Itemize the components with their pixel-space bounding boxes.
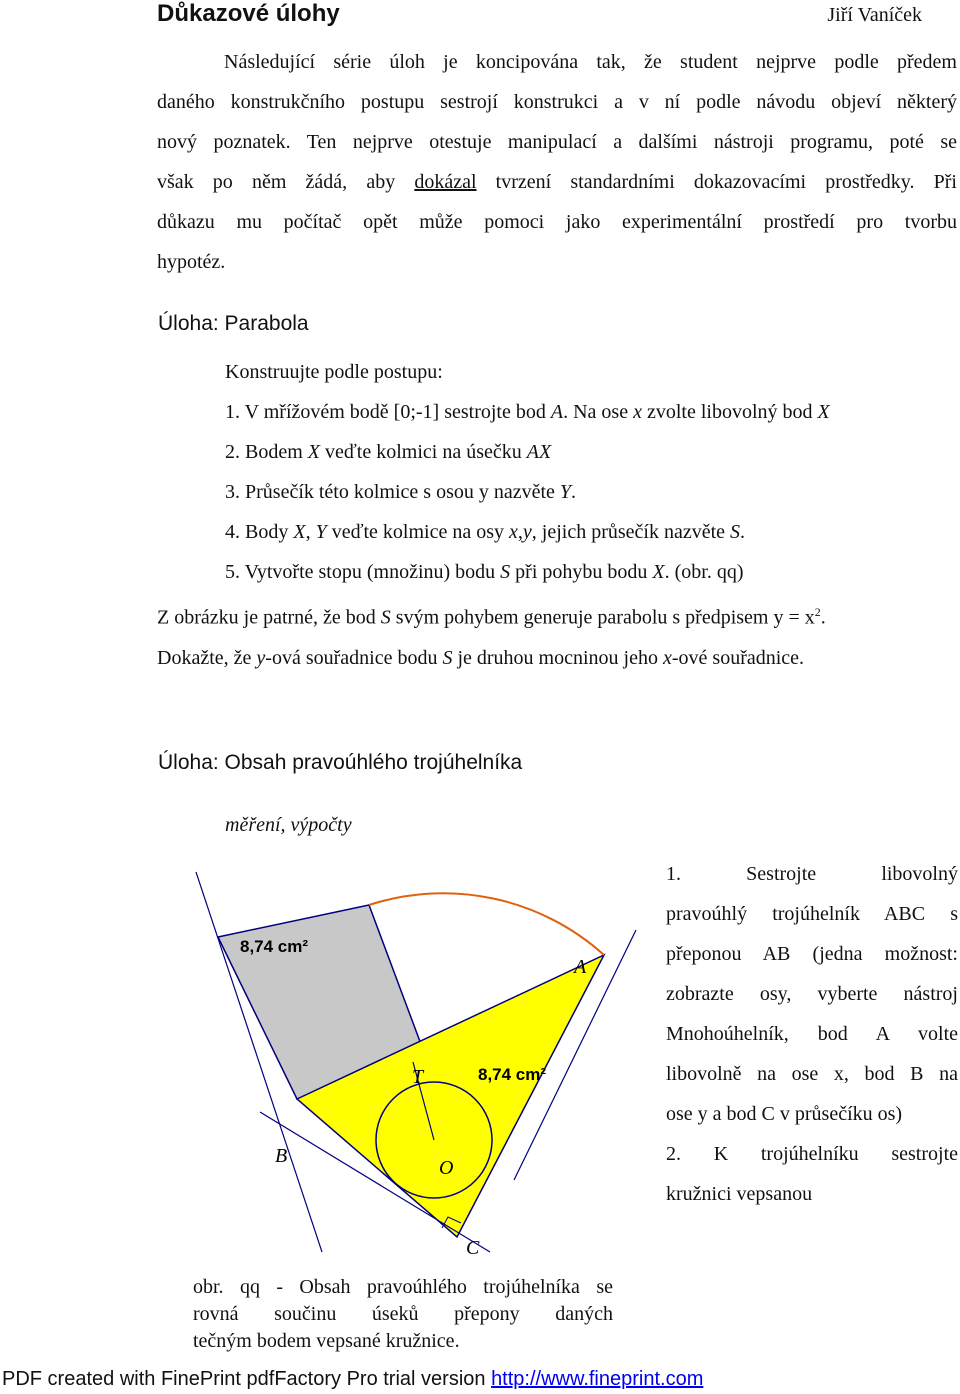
proved-link-word: dokázal <box>414 171 477 193</box>
point-label-a: A <box>574 956 587 978</box>
instruction-line: přeponou AB (jedna možnost: <box>666 943 958 965</box>
area-label-rectangle: 8,74 cm² <box>240 937 309 956</box>
instruction-line: kružnici vepsanou <box>666 1183 813 1205</box>
construct-label: Konstruujte podle postupu: <box>225 361 443 383</box>
intro-line: nový poznatek. Ten nejprve otestuje manipulací a dalšími nástroji programu, poté se <box>157 131 957 153</box>
point-label-c: C <box>466 1237 480 1259</box>
construction-steps <box>225 392 830 592</box>
instruction-line: ose y a bod C v průsečíku os) <box>666 1103 903 1125</box>
task-heading-parabola: Úloha: Parabola <box>158 312 309 335</box>
conclusion-line: Dokažte, že y-ová souřadnice bodu S je druhou mocninou jeho x-ové souřadnice. <box>157 646 805 669</box>
document-author: Jiří Vaníček <box>827 4 922 26</box>
footer-link[interactable]: http://www.fineprint.com <box>491 1368 704 1390</box>
instruction-line: pravoúhlý trojúhelník ABC s <box>666 903 958 925</box>
step-item: 3. Průsečík této kolmice s osou y nazvěte Y. <box>225 481 577 503</box>
task2-instructions <box>666 854 958 1214</box>
task-subtitle: měření, výpočty <box>225 814 352 836</box>
intro-line: však po něm žádá, aby dokázal tvrzení standardními dokazovacími prostředky. Při <box>157 171 957 193</box>
task-heading-triangle: Úloha: Obsah pravoúhlého trojúhelníka <box>158 751 523 774</box>
conclusion-line: Z obrázku je patrné, že bod S svým pohybem generuje parabolu s předpisem $y = x^2$. <box>157 605 826 629</box>
figure-caption <box>193 1274 613 1355</box>
step-item: 4. Body X, Y veďte kolmice na osy x,y, jejich průsečík nazvěte S. <box>225 521 746 543</box>
step-item: 1. V mřížovém bodě [0;-1] sestrojte bod A. Na ose x zvolte libovolný bod X <box>225 401 830 423</box>
caption-line: tečným bodem vepsané kružnice. <box>193 1330 460 1352</box>
instruction-line: zobrazte osy, vyberte nástroj <box>666 983 958 1005</box>
caption-line: rovná součinu úseků přepony daných <box>193 1303 613 1325</box>
caption-line: obr. qq - Obsah pravoúhlého trojúhelníka se <box>193 1276 613 1298</box>
pdf-footer <box>2 1364 703 1394</box>
step-item: 5. Vytvořte stopu (množinu) bodu S při pohybu bodu X. (obr. qq) <box>225 561 744 583</box>
intro-line: důkazu mu počítač opět může pomoci jako experimentální prostředí pro tvorbu <box>157 211 957 233</box>
intro-line: daného konstrukčního postupu sestrojí konstrukci a v ní podle návodu objeví některý <box>157 91 957 113</box>
area-label-triangle: 8,74 cm² <box>478 1065 547 1084</box>
document-title: Důkazové úlohy <box>157 0 340 27</box>
point-label-t: T <box>412 1066 424 1088</box>
instruction-line: 1. Sestrojte libovolný <box>666 863 958 885</box>
point-label-o: O <box>439 1157 454 1179</box>
intro-line: hypotéz. <box>157 251 226 273</box>
step-item: 2. Bodem X veďte kolmici na úsečku AX <box>225 441 552 463</box>
footer-text: PDF created with FinePrint pdfFactory Pro trial version <box>2 1368 492 1390</box>
parabola-conclusion <box>157 592 826 678</box>
intro-paragraph <box>157 42 957 282</box>
intro-line: Následující série úloh je koncipována tak, že student nejprve podle předem <box>224 51 957 73</box>
point-label-b: B <box>275 1145 288 1167</box>
orange-arc <box>369 893 604 955</box>
instruction-line: libovolně na ose x, bod B na <box>666 1063 958 1085</box>
triangle-figure <box>150 840 650 1270</box>
instruction-line: 2. K trojúhelníku sestrojte <box>666 1143 958 1165</box>
instruction-line: Mnohoúhelník, bod A volte <box>666 1023 958 1045</box>
